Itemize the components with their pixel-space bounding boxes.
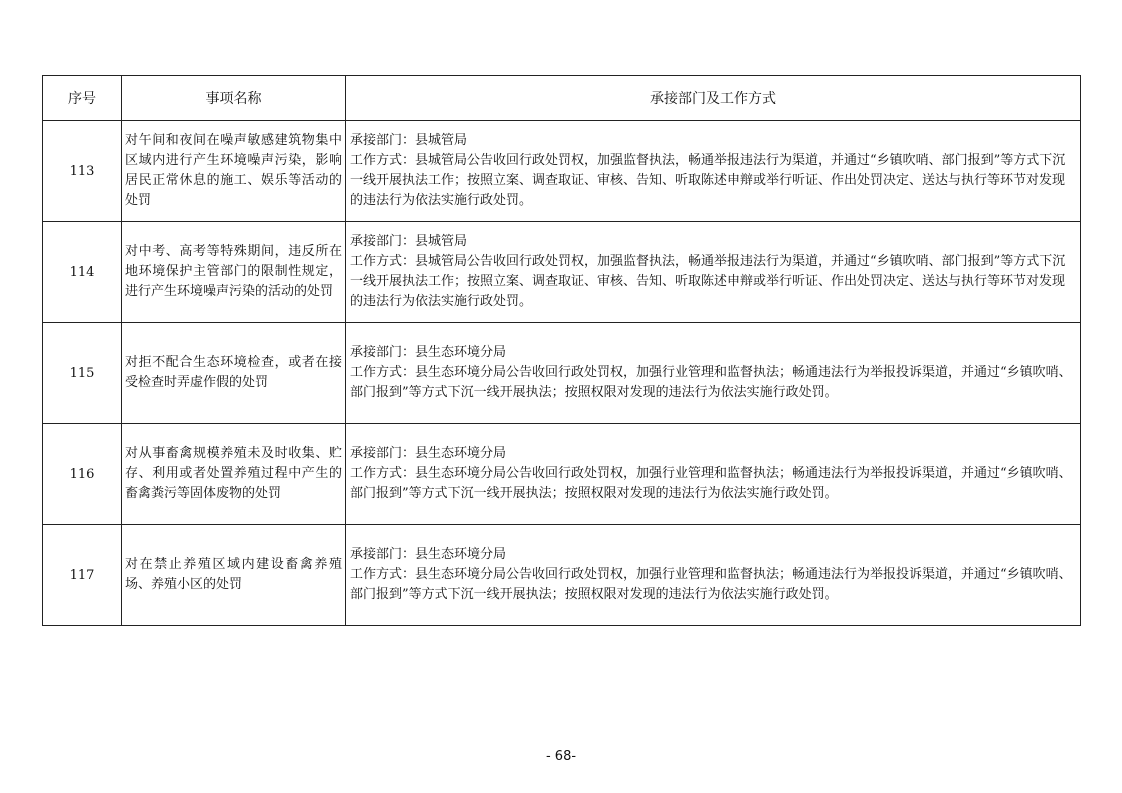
item-name: 对在禁止养殖区域内建设畜禽养殖场、养殖小区的处罚 <box>122 525 346 626</box>
header-serial-number: 序号 <box>43 76 122 121</box>
table-header-row <box>43 76 1081 121</box>
table-row <box>43 424 1081 525</box>
serial-number: 116 <box>43 424 122 525</box>
header-item-name: 事项名称 <box>122 76 346 121</box>
work-method: 工作方式：县生态环境分局公告收回行政处罚权，加强行业管理和监督执法；畅通违法行为举报投诉渠道，并通过“乡镇吹哨、部门报到”等方式下沉一线开展执法；按照权限对发现的违法行为依法实施行政处罚。 <box>350 365 1072 400</box>
table-row <box>43 323 1081 424</box>
serial-number: 115 <box>43 323 122 424</box>
serial-number: 114 <box>43 222 122 323</box>
department-and-method <box>346 121 1081 222</box>
item-name: 对拒不配合生态环境检查，或者在接受检查时弄虚作假的处罚 <box>122 323 346 424</box>
table-row <box>43 121 1081 222</box>
table-row <box>43 525 1081 626</box>
department-and-method <box>346 525 1081 626</box>
department: 承接部门：县生态环境分局 <box>350 446 507 461</box>
item-name: 对中考、高考等特殊期间，违反所在地环境保护主管部门的限制性规定，进行产生环境噪声污染的活动的处罚 <box>122 222 346 323</box>
work-method: 工作方式：县生态环境分局公告收回行政处罚权，加强行业管理和监督执法；畅通违法行为举报投诉渠道，并通过“乡镇吹哨、部门报到”等方式下沉一线开展执法；按照权限对发现的违法行为依法实施行政处罚。 <box>350 466 1072 501</box>
item-name: 对午间和夜间在噪声敏感建筑物集中区域内进行产生环境噪声污染，影响居民正常休息的施工、娱乐等活动的处罚 <box>122 121 346 222</box>
department: 承接部门：县城管局 <box>350 133 468 148</box>
item-name: 对从事畜禽规模养殖未及时收集、贮存、利用或者处置养殖过程中产生的畜禽粪污等固体废物的处罚 <box>122 424 346 525</box>
department-and-method <box>346 424 1081 525</box>
enforcement-items-table <box>42 75 1081 626</box>
department: 承接部门：县城管局 <box>350 234 468 249</box>
work-method: 工作方式：县生态环境分局公告收回行政处罚权，加强行业管理和监督执法；畅通违法行为举报投诉渠道，并通过“乡镇吹哨、部门报到”等方式下沉一线开展执法；按照权限对发现的违法行为依法实施行政处罚。 <box>350 567 1072 602</box>
work-method: 工作方式：县城管局公告收回行政处罚权，加强监督执法，畅通举报违法行为渠道，并通过“乡镇吹哨、部门报到”等方式下沉一线开展执法工作；按照立案、调查取证、审核、告知、听取陈述申辩或举行听证、作出处罚决定、送达与执行等环节对发现的违法行为依法实施行政处罚。 <box>350 153 1066 208</box>
work-method: 工作方式：县城管局公告收回行政处罚权，加强监督执法，畅通举报违法行为渠道，并通过“乡镇吹哨、部门报到”等方式下沉一线开展执法工作；按照立案、调查取证、审核、告知、听取陈述申辩或举行听证、作出处罚决定、送达与执行等环节对发现的违法行为依法实施行政处罚。 <box>350 254 1066 309</box>
serial-number: 113 <box>43 121 122 222</box>
serial-number: 117 <box>43 525 122 626</box>
header-department-and-method: 承接部门及工作方式 <box>346 76 1081 121</box>
department-and-method <box>346 323 1081 424</box>
page-number: - 68- <box>545 749 577 764</box>
department: 承接部门：县生态环境分局 <box>350 345 507 360</box>
table-row <box>43 222 1081 323</box>
department: 承接部门：县生态环境分局 <box>350 547 507 562</box>
department-and-method <box>346 222 1081 323</box>
